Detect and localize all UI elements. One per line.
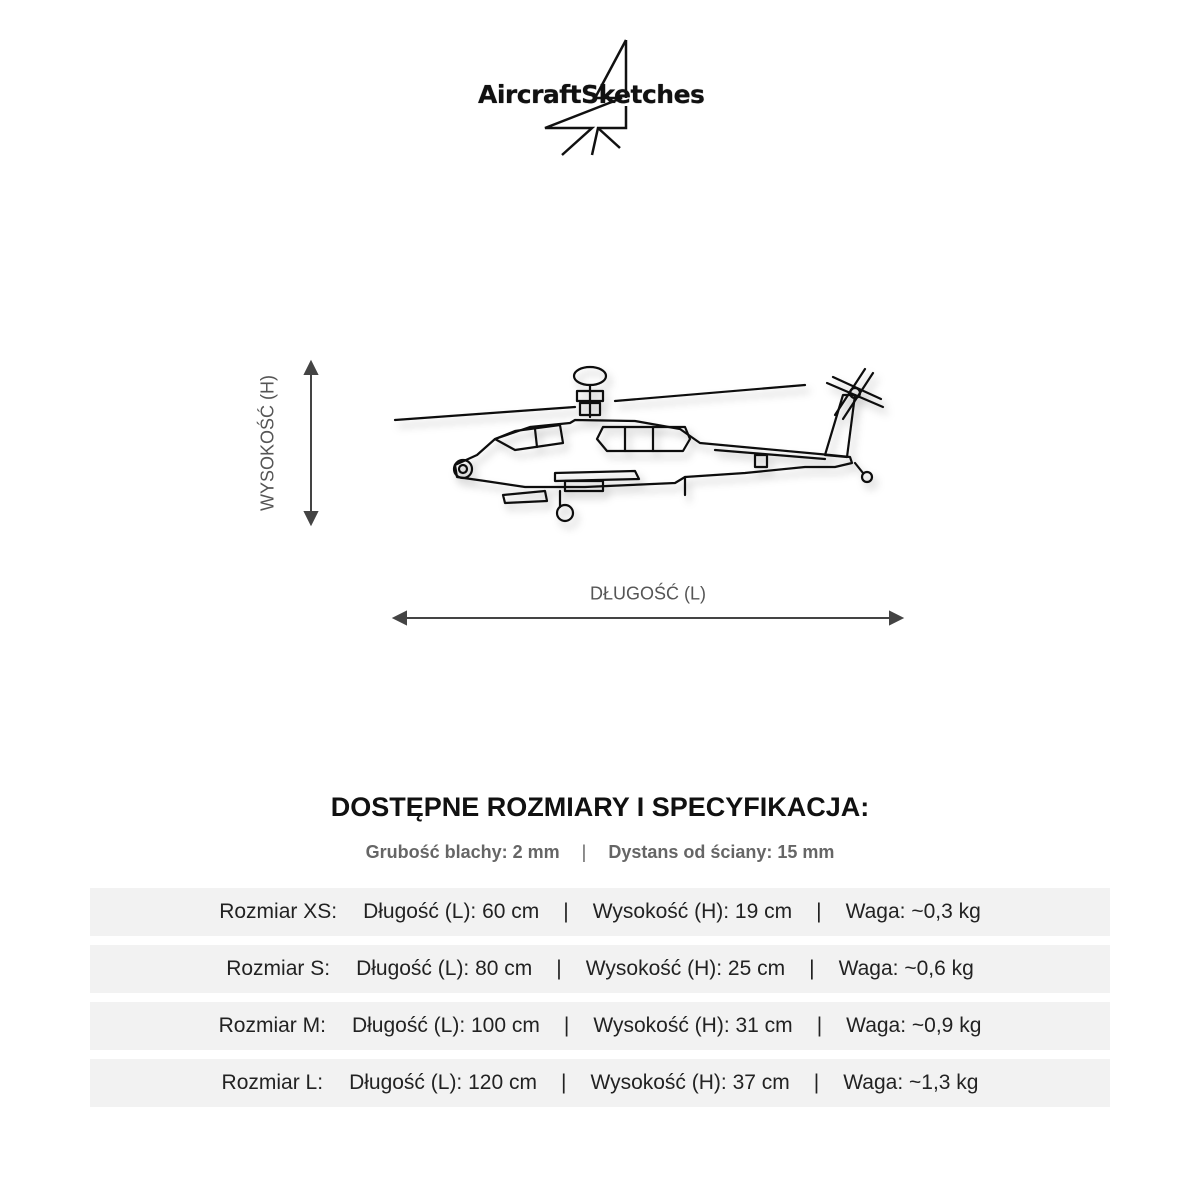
size-label: Rozmiar S: — [226, 957, 331, 980]
size-label: Rozmiar L: — [221, 1071, 324, 1094]
size-label: Rozmiar M: — [218, 1014, 326, 1037]
specs-subtitle — [0, 842, 1200, 863]
size-height: Wysokość (H): 31 cm — [593, 1014, 793, 1037]
height-label: WYSOKOŚĆ (H) — [257, 374, 278, 512]
separator: | — [581, 842, 587, 862]
brand-name: AircraftSketches — [478, 80, 705, 109]
size-weight: Waga: ~0,9 kg — [846, 1014, 982, 1037]
size-length: Długość (L): 100 cm — [351, 1014, 540, 1037]
wall-distance: Dystans od ściany: 15 mm — [608, 842, 835, 862]
size-length: Długość (L): 80 cm — [356, 957, 533, 980]
separator: | — [813, 1071, 820, 1094]
separator: | — [563, 1014, 570, 1037]
size-weight: Waga: ~0,6 kg — [838, 957, 974, 980]
size-row-s — [90, 945, 1110, 993]
separator: | — [809, 957, 815, 980]
size-weight: Waga: ~1,3 kg — [843, 1071, 979, 1094]
separator: | — [563, 900, 569, 923]
size-label: Rozmiar XS: — [219, 900, 338, 923]
size-length: Długość (L): 120 cm — [349, 1071, 537, 1094]
size-row-m — [90, 1002, 1110, 1050]
separator: | — [556, 957, 562, 980]
size-height: Wysokość (H): 19 cm — [592, 900, 793, 923]
specs-title: DOSTĘPNE ROZMIARY I SPECYFIKACJA: — [330, 792, 870, 822]
size-weight: Waga: ~0,3 kg — [845, 900, 981, 923]
size-row-l — [90, 1059, 1110, 1107]
length-label: DŁUGOŚĆ (L) — [589, 583, 707, 604]
separator: | — [560, 1071, 567, 1094]
sheet-thickness: Grubość blachy: 2 mm — [365, 842, 560, 862]
size-height: Wysokość (H): 37 cm — [590, 1071, 790, 1094]
size-height: Wysokość (H): 25 cm — [585, 957, 786, 980]
size-length: Długość (L): 60 cm — [363, 900, 540, 923]
separator: | — [816, 900, 822, 923]
size-row-xs — [90, 888, 1110, 936]
separator: | — [816, 1014, 823, 1037]
